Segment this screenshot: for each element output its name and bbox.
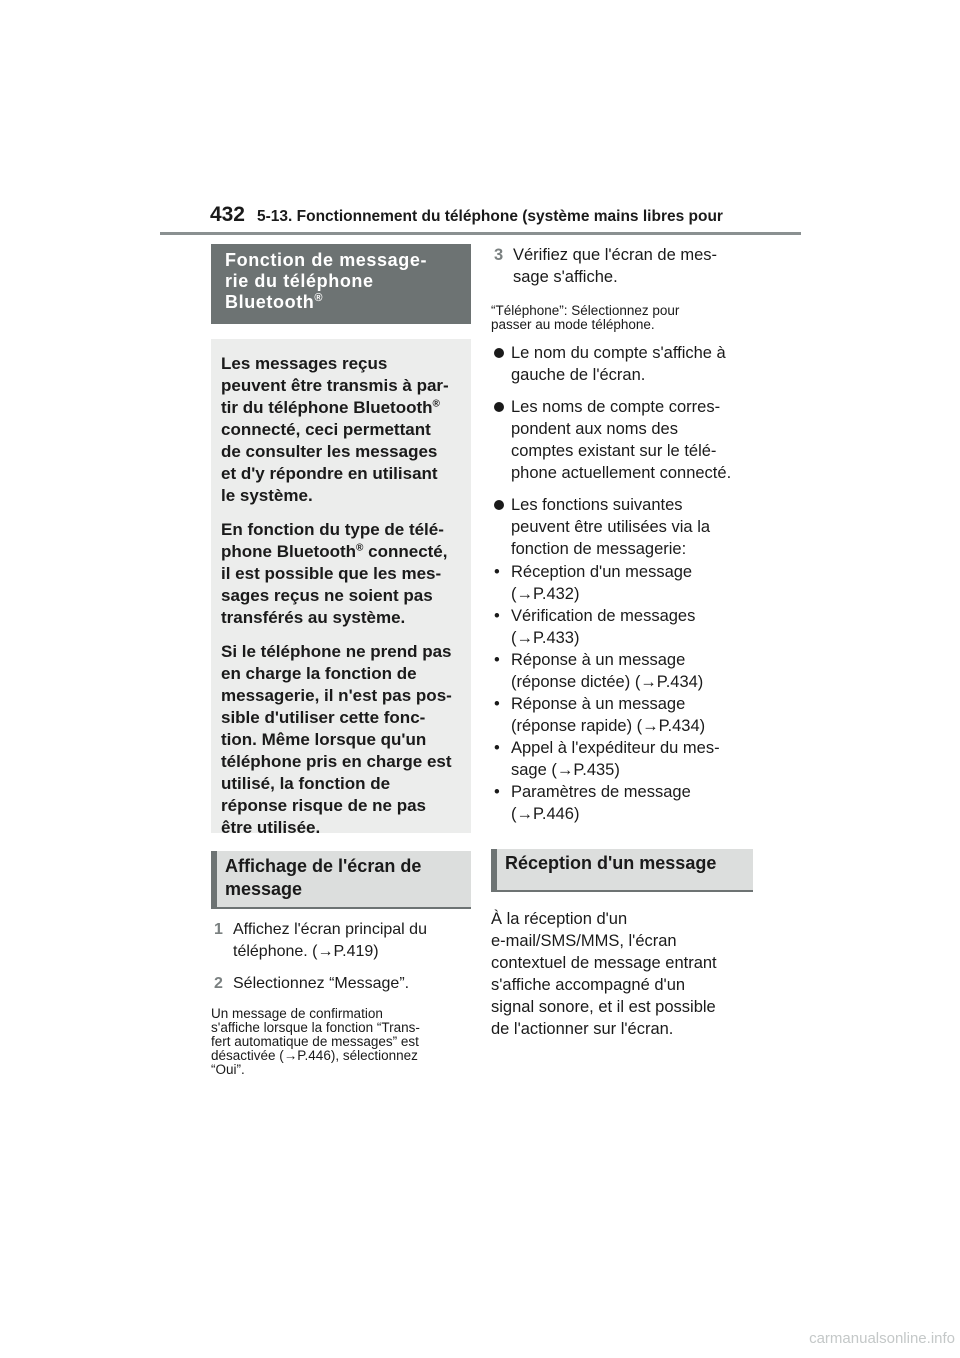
function-list [491,561,753,825]
list-item: • Réponse à un message (réponse dictée) (→P.434) [494,651,704,691]
step-number: 2 [214,975,223,992]
receive-paragraph: À la réception d'un e-mail/SMS/MMS, l'écran contextuel de message entrant s'affiche accompagné d'un signal sonore, et il est possible de l'actionner sur l'écran. [491,910,717,1038]
list-item: • Réponse à un message (réponse rapide) (→P.434) [494,695,706,735]
registered-mark: ® [314,292,324,304]
bullet-item: Le nom du compte s'affiche à gauche de l'écran. [491,342,753,386]
confirmation-note: Un message de confirmation s'affiche lorsque la fonction “Trans- fert automatique de messages” est désactivée (→P.446), sélectionnez “Oui”. [211,1006,420,1077]
subsection-title-receive-message [491,849,753,892]
intro-paragraph: Si le téléphone ne prend pas en charge la fonction de messagerie, il n'est pas pos- sible d'utiliser cette fonc- tion. Même lorsque qu'un téléphone pris en charge est utilisé, la fonction de réponse risque de ne pas être utilisée. [221,642,452,837]
page-number: 432 [209,203,245,226]
chapter-title: 5-13. Fonctionnement du téléphone (système mains libres pour [257,208,723,225]
intro-paragraph: En fonction du type de télé- phone Bluetooth® connecté, il est possible que les mes- sages reçus ne soient pas transférés au système. [221,520,448,627]
list-item: • Paramètres de message (→P.446) [494,783,691,823]
subsection-title-line: Affichage de l'écran de [225,856,422,876]
intro-paragraph: Les messages reçus peuvent être transmis à par- tir du téléphone Bluetooth® connecté, ceci permettant de consulter les messages et d'y répondre en utilisant le système. [221,354,449,505]
step-3: 3 Vérifiez que l'écran de mes- sage s'affiche. [494,246,717,286]
bullet-dot [494,348,504,358]
step-number: 3 [494,246,504,264]
section-title-line: rie du téléphone [225,271,374,291]
subsection-title-message-screen [211,851,471,909]
bullet-dot [494,500,504,510]
telephone-note: “Téléphone”: Sélectionnez pour passer au mode téléphone. [491,303,680,332]
bullet-item: Les fonctions suivantes peuvent être utilisées via la fonction de messagerie: [491,494,753,560]
subsection-title-line: message [225,879,303,899]
intro-box [211,339,471,837]
list-item: • Appel à l'expéditeur du mes- sage (→P.435) [494,739,720,779]
subsection-title-line: Réception d'un message [505,853,717,873]
step-2: 2 Sélectionnez “Message”. [211,973,471,995]
registered-mark: ® [432,398,440,410]
header-rule [160,232,801,235]
right-column [491,244,753,1040]
bullet-item: Les noms de compte corres- pondent aux noms des comptes existant sur le télé- phone actuellement connecté. [491,396,753,484]
registered-mark: ® [356,542,364,554]
list-item: • Réception d'un message (→P.432) [494,563,693,603]
step-number: 1 [214,921,223,938]
section-title-line: Fonction de message- [225,250,428,270]
section-title-line: Bluetooth® [225,292,324,312]
section-title-bluetooth-messaging [211,244,471,324]
watermark: carmanualsonline.info [809,1330,955,1347]
bullet-dot [494,402,504,412]
left-column [211,244,471,1077]
list-item: • Vérification de messages (→P.433) [494,607,696,647]
step-1: 1 Affichez l'écran principal du téléphone. (→P.419) [214,921,427,960]
